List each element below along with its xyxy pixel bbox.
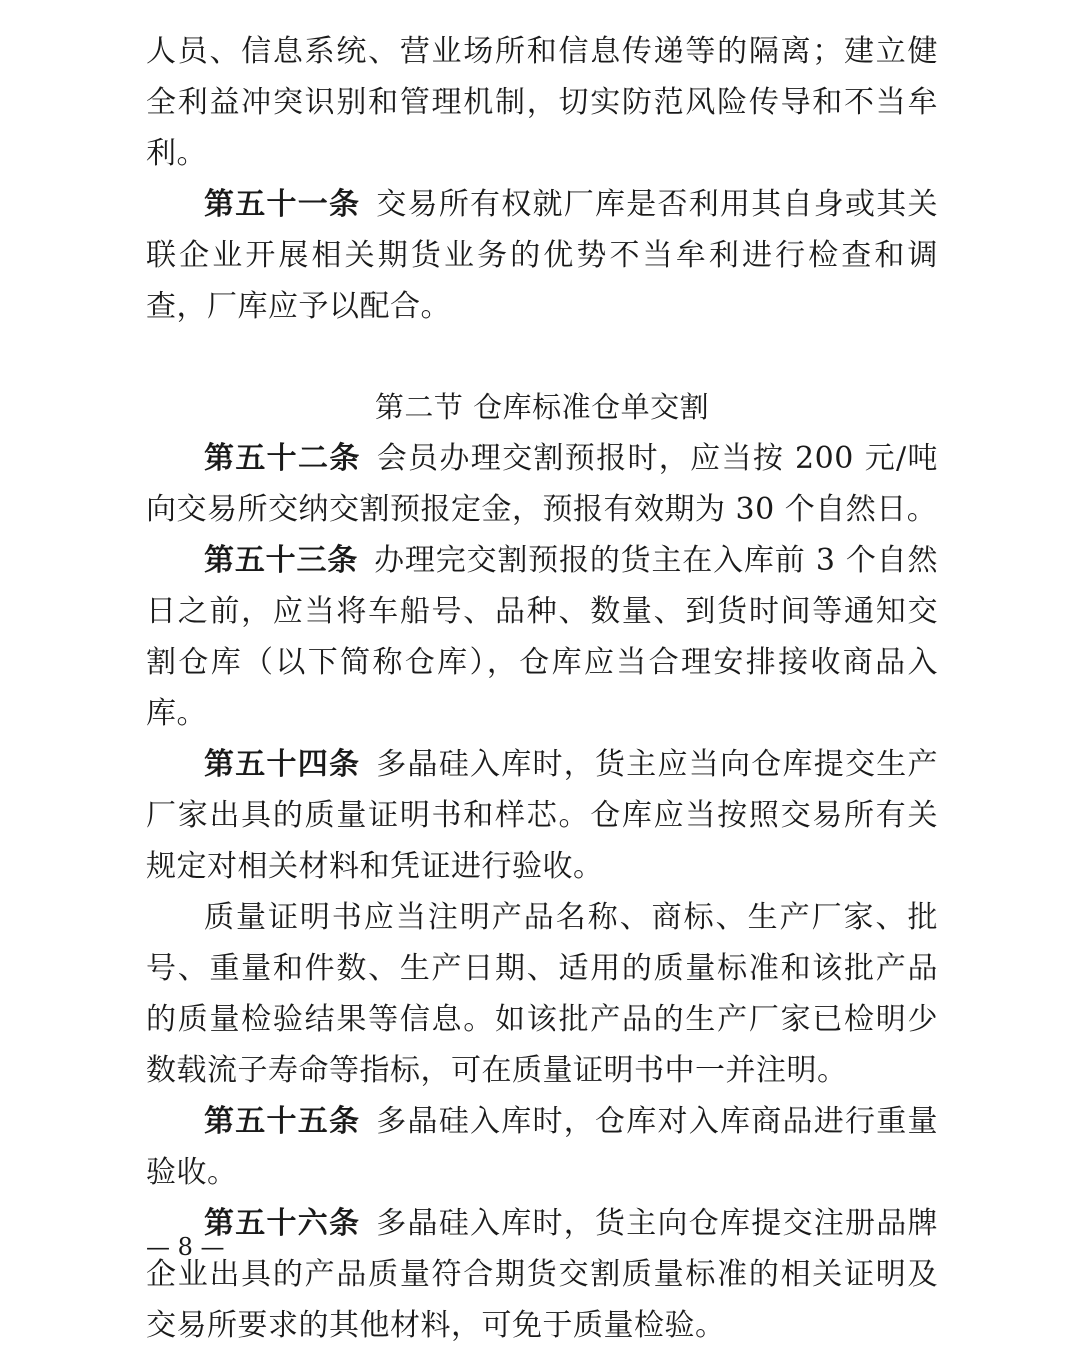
article-text: 交易所有权就厂库是否利用其自身或其关联企业开展相关期货业务的优势不当牟利进行检查和调查，厂库应予以配合。	[146, 187, 938, 324]
article-text: 会员办理交割预报时，应当按 200 元/吨向交易所交纳交割预报定金，预报有效期为 30 个自然日。	[146, 441, 938, 527]
paragraph-continued	[146, 26, 938, 179]
article-55	[146, 1096, 938, 1198]
paragraph-text: 人员、信息系统、营业场所和信息传递等的隔离；建立健全利益冲突识别和管理机制，切实防范风险传导和不当牟利。	[146, 34, 938, 171]
article-heading: 第五十四条	[204, 747, 361, 782]
article-56	[146, 1198, 938, 1351]
article-52	[146, 433, 938, 535]
paragraph-text: 质量证明书应当注明产品名称、商标、生产厂家、批号、重量和件数、生产日期、适用的质量标准和该批产品的质量检验结果等信息。如该批产品的生产厂家已检明少数载流子寿命等指标，可在质量证明书中一并注明。	[146, 900, 938, 1088]
article-54-continued	[146, 892, 938, 1096]
spacer	[146, 332, 938, 382]
article-heading: 第五十五条	[204, 1104, 361, 1139]
document-body	[146, 26, 938, 1351]
article-text: 办理完交割预报的货主在入库前 3 个自然日之前，应当将车船号、品种、数量、到货时间等通知交割仓库（以下简称仓库），仓库应当合理安排接收商品入库。	[146, 543, 938, 731]
article-heading: 第五十六条	[204, 1206, 361, 1241]
article-text: 多晶硅入库时，货主向仓库提交注册品牌企业出具的产品质量符合期货交割质量标准的相关证明及交易所要求的其他材料，可免于质量检验。	[146, 1206, 938, 1343]
article-text: 多晶硅入库时，货主应当向仓库提交生产厂家出具的质量证明书和样芯。仓库应当按照交易所有关规定对相关材料和凭证进行验收。	[146, 747, 938, 884]
article-text: 多晶硅入库时，仓库对入库商品进行重量验收。	[146, 1104, 938, 1190]
article-51	[146, 179, 938, 332]
article-54	[146, 739, 938, 892]
article-heading: 第五十一条	[204, 187, 361, 222]
section-title: 第二节 仓库标准仓单交割	[374, 390, 710, 424]
article-53	[146, 535, 938, 739]
article-heading: 第五十三条	[204, 543, 359, 578]
page-number: — 8 —	[146, 1233, 225, 1261]
article-heading: 第五十二条	[204, 441, 361, 476]
